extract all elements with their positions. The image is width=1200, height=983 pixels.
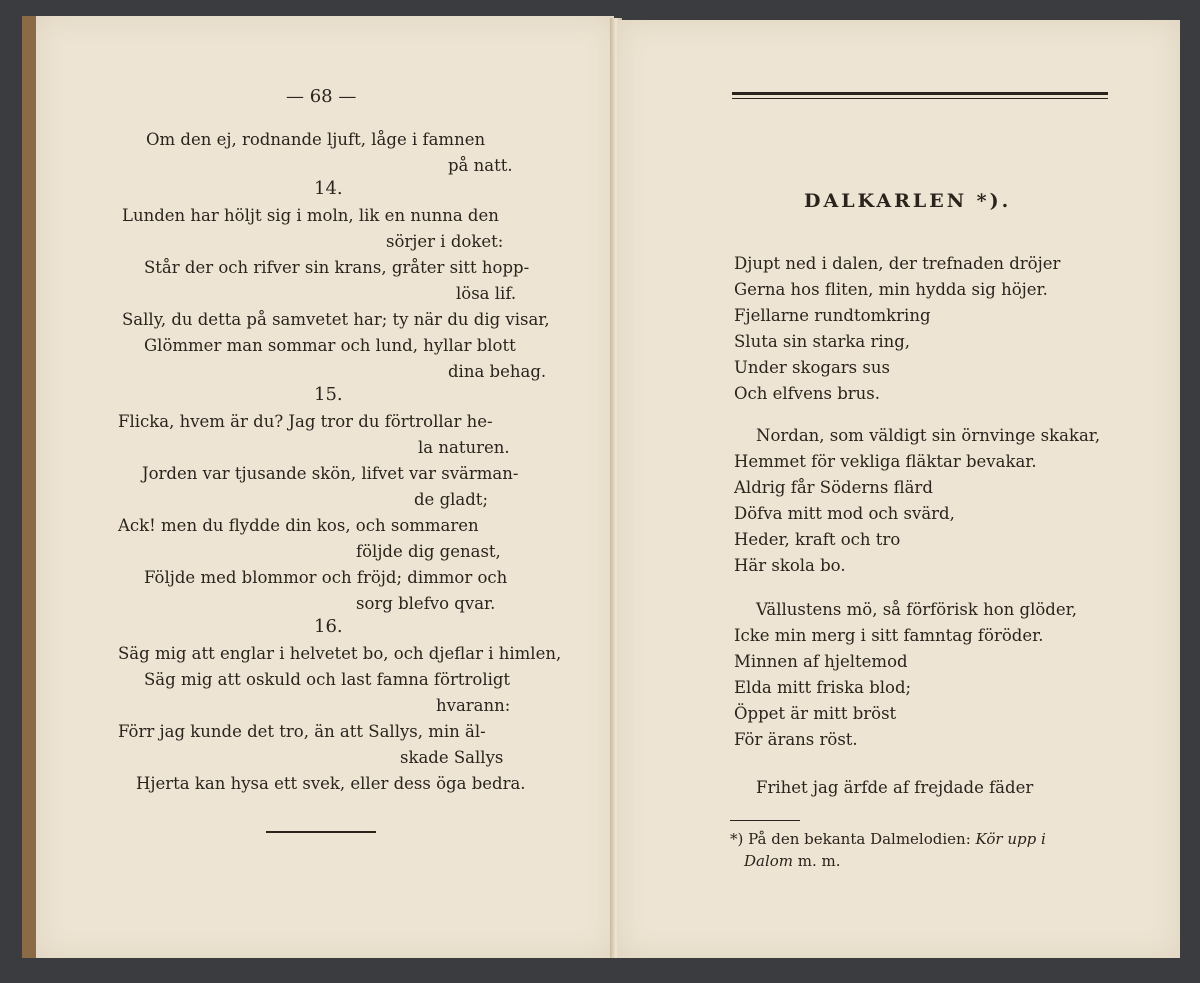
text-line: Fjellarne rundtomkring [734, 306, 931, 325]
poem-title: DALKARLEN *). [804, 190, 1012, 212]
text-line: Sluta sin starka ring, [734, 332, 911, 351]
text-line: Glömmer man sommar och lund, hyllar blott [144, 336, 516, 355]
text-line: Förr jag kunde det tro, än att Sallys, min äl- [118, 722, 486, 741]
text-line: Säg mig att englar i helvetet bo, och djeflar i himlen, [118, 644, 562, 663]
footnote-text: *) På den bekanta Dalmelodien: [730, 830, 971, 848]
end-rule [266, 831, 376, 833]
text-line: Jorden var tjusande skön, lifvet var svärman- [142, 464, 519, 483]
header-rule [732, 92, 1108, 95]
text-line: la naturen. [418, 438, 510, 457]
text-line: hvarann: [436, 696, 511, 715]
text-line: följde dig genast, [356, 542, 501, 561]
header-rule-thin [732, 98, 1108, 99]
footnote-text: m. m. [793, 852, 841, 870]
stanza-number: 16. [314, 616, 343, 637]
footnote-italic: Kör upp i [975, 830, 1046, 848]
stanza-number: 15. [314, 384, 343, 405]
page-number: — 68 — [286, 86, 357, 107]
text-line: på natt. [448, 156, 513, 175]
footnote [730, 830, 1046, 870]
text-line: Aldrig får Söderns flärd [734, 478, 933, 497]
text-line: Här skola bo. [734, 556, 846, 575]
text-line: Gerna hos fliten, min hydda sig höjer. [734, 280, 1048, 299]
right-page [618, 20, 1180, 958]
text-line: För ärans röst. [734, 730, 858, 749]
text-line: Icke min merg i sitt famntag föröder. [734, 626, 1044, 645]
text-line: Heder, kraft och tro [734, 530, 901, 549]
text-line: Och elfvens brus. [734, 384, 881, 403]
text-line: Minnen af hjeltemod [734, 652, 908, 671]
text-line: Vällustens mö, så förförisk hon glöder, [756, 600, 1077, 619]
text-line: Står der och rifver sin krans, gråter sitt hopp- [144, 258, 530, 277]
stanza-number: 14. [314, 178, 343, 199]
text-line: de gladt; [414, 490, 489, 509]
footnote-rule [730, 820, 800, 821]
text-line: Elda mitt friska blod; [734, 678, 912, 697]
text-line: Hemmet för vekliga fläktar bevakar. [734, 452, 1037, 471]
text-line: dina behag. [448, 362, 547, 381]
text-line: Lunden har höljt sig i moln, lik en nunna den [122, 206, 499, 225]
text-line: Öppet är mitt bröst [734, 704, 897, 723]
text-line: Följde med blommor och fröjd; dimmor och [144, 568, 508, 587]
text-line: Flicka, hvem är du? Jag tror du förtrollar he- [118, 412, 493, 431]
text-line: sorg blefvo qvar. [356, 594, 496, 613]
footnote-italic: Dalom [744, 852, 794, 870]
text-line: Sally, du detta på samvetet har; ty när du dig visar, [122, 310, 550, 329]
text-line: Frihet jag ärfde af frejdade fäder [756, 778, 1034, 797]
text-line: Under skogars sus [734, 358, 890, 377]
text-line: Ack! men du flydde din kos, och sommaren [118, 516, 479, 535]
text-line: skade Sallys [400, 748, 504, 767]
text-line: lösa lif. [456, 284, 517, 303]
text-line: Hjerta kan hysa ett svek, eller dess öga bedra. [136, 774, 526, 793]
text-line: Säg mig att oskuld och last famna förtroligt [144, 670, 511, 689]
left-page [22, 16, 614, 958]
text-line: Djupt ned i dalen, der trefnaden dröjer [734, 254, 1061, 273]
text-line: Döfva mitt mod och svärd, [734, 504, 955, 523]
text-line: sörjer i doket: [386, 232, 504, 251]
text-line: Nordan, som väldigt sin örnvinge skakar, [756, 426, 1101, 445]
text-line: Om den ej, rodnande ljuft, låge i famnen [146, 130, 486, 149]
